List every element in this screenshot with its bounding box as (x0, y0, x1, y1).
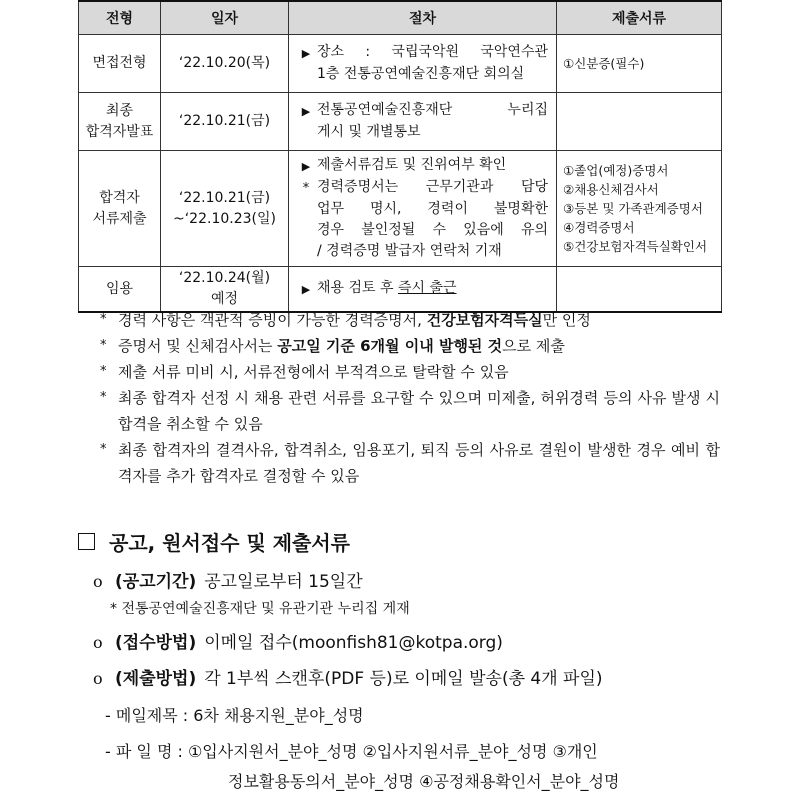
note-item (100, 437, 720, 489)
cell-type (79, 151, 161, 267)
asterisk-icon: * (100, 390, 107, 405)
procedure-text-part: 업무 명시, 경력이 불명확한 (317, 201, 548, 217)
cell-line: 합격자 (99, 189, 140, 206)
procedure-line (295, 199, 548, 220)
file-name-line-cont: 정보활용동의서_분야_성명 ④공정채용확인서_분야_성명 (228, 772, 620, 791)
procedure-text (317, 199, 548, 220)
cell-line: ⑤건강보험자격득실확인서 (563, 239, 708, 254)
mail-subject-line: - 메일제목 : 6차 채용지원_분야_성명 (105, 706, 364, 725)
square-box-icon (78, 533, 95, 550)
procedure-line (295, 64, 548, 85)
emphasis-text: 공고일 기준 6개월 이내 발행된 것 (277, 337, 503, 355)
procedure-line (295, 278, 548, 300)
cell-type (79, 267, 161, 313)
cell-documents (557, 93, 722, 151)
note-text-part: 증명서 및 신체검사서는 (118, 337, 278, 355)
note-item (100, 333, 720, 359)
marker (295, 199, 317, 220)
cell-procedure (289, 151, 557, 267)
note-text (118, 333, 720, 359)
triangle-right-icon: ▶ (301, 283, 311, 296)
procedure-text-part: 채용 검토 후 (317, 280, 398, 296)
sub-note: * 전통공연예술진흥재단 및 유관기관 누리집 게재 (110, 601, 410, 617)
procedure-line (295, 155, 548, 177)
cell-line: ①졸업(예정)증명서 (563, 163, 669, 178)
procedure-text-part: 제출서류검토 및 진위여부 확인 (317, 157, 507, 173)
cell-line: ‘22.10.21(금) (178, 113, 271, 129)
item-announcement-period (93, 567, 363, 592)
cell-line: ‘22.10.24(월) (178, 270, 271, 286)
table-row (79, 35, 722, 93)
marker (295, 64, 317, 85)
note-item (100, 307, 720, 333)
procedure-line (295, 122, 548, 143)
asterisk-icon: * (100, 338, 107, 353)
procedure-text (317, 220, 548, 241)
cell-line: 최종 (105, 102, 134, 119)
cell-line: ③등본 및 가족관계증명서 (563, 201, 703, 216)
cell-line: 예정 (210, 291, 239, 307)
procedure-line (295, 42, 548, 64)
bullet-icon: o (93, 572, 103, 591)
cell-line: ②채용신체검사서 (563, 182, 659, 197)
procedure-line (295, 220, 548, 241)
procedure-text (317, 241, 548, 262)
cell-line: ‘22.10.21(금) (178, 189, 271, 206)
table-row (79, 267, 722, 313)
cell-line: 서류제출 (92, 210, 147, 227)
cell-line: ①신분증(필수) (563, 56, 645, 71)
item-text: 이메일 접수(moonfish81@kotpa.org) (204, 633, 503, 653)
procedure-line (295, 100, 548, 122)
asterisk-icon: * (100, 364, 107, 379)
cell-line: 임용 (105, 280, 134, 297)
notes-list (100, 307, 720, 489)
note-text (118, 437, 720, 489)
note-text (118, 307, 720, 333)
procedure-text-part: 경력증명서는 근무기관과 담당 (317, 179, 548, 195)
cell-procedure (289, 267, 557, 313)
cell-documents (557, 35, 722, 93)
cell-line: 면접전형 (92, 55, 147, 71)
item-label: (접수방법) (115, 633, 197, 653)
triangle-right-icon: ▶ (301, 105, 311, 118)
procedure-text (317, 100, 548, 122)
cell-date (161, 151, 289, 267)
item-text: 각 1부씩 스캔후(PDF 등)로 이메일 발송(총 4개 파일) (204, 669, 603, 689)
asterisk-icon: * (100, 442, 107, 457)
procedure-text-part: 1층 전통공연예술진흥재단 회의실 (317, 66, 525, 82)
marker (295, 241, 317, 262)
procedure-text-part: 경우 불인정될 수 있음에 유의 (317, 222, 548, 238)
note-text-part: 최종 합격자의 결격사유, 합격취소, 임용포기, 퇴직 등의 사유로 결원이 발생한 경우 예비 합격자를 추가 합격자로 결정할 수 있음 (118, 441, 720, 485)
asterisk-icon: * (100, 312, 107, 327)
note-text-part: 만 인정 (542, 311, 591, 329)
cell-date (161, 267, 289, 313)
note-text-part: 경력 사항은 객관적 증빙이 가능한 경력증명서, (118, 311, 427, 329)
note-text (118, 359, 720, 385)
item-text: 공고일로부터 15일간 (204, 572, 363, 592)
cell-procedure (289, 93, 557, 151)
emphasis-text: 건강보험자격득실 (426, 311, 543, 329)
procedure-line (295, 241, 548, 262)
section-title: 공고, 원서접수 및 제출서류 (78, 527, 350, 556)
marker (295, 220, 317, 241)
underlined-text: 즉시 출근 (397, 280, 457, 296)
cell-line: ④경력증명서 (563, 220, 635, 235)
procedure-text-part: 게시 및 개별통보 (317, 124, 421, 140)
procedure-text-part: 장소 : 국립국악원 국악연수관 (317, 44, 548, 60)
marker (295, 122, 317, 143)
header-date: 일자 (161, 1, 289, 35)
note-text-part: 최종 합격자 선정 시 채용 관련 서류를 요구할 수 있으며 미제출, 허위경력 등의 사유 발생 시 합격을 취소할 수 있음 (118, 389, 720, 433)
header-documents: 제출서류 (557, 1, 722, 35)
triangle-right-icon: ▶ (301, 47, 311, 60)
cell-date (161, 93, 289, 151)
marker: * (302, 181, 310, 196)
cell-date (161, 35, 289, 93)
table-row (79, 93, 722, 151)
item-label: (공고기간) (115, 572, 197, 592)
bullet-icon: o (93, 669, 103, 688)
procedure-text (317, 155, 548, 177)
cell-line: 합격자발표 (85, 123, 154, 140)
note-text-part: 으로 제출 (502, 337, 565, 355)
note-text-part: 제출 서류 미비 시, 서류전형에서 부적격으로 탈락할 수 있음 (118, 363, 509, 381)
cell-line: ~‘22.10.23(일) (173, 210, 276, 227)
file-name-line: - 파 일 명 : ①입사지원서_분야_성명 ②입사지원서류_분야_성명 ③개인 (105, 742, 598, 761)
header-procedure: 절차 (289, 1, 557, 35)
note-item (100, 385, 720, 437)
note-item (100, 359, 720, 385)
table-row (79, 151, 722, 267)
procedure-text (317, 64, 548, 85)
procedure-line (295, 177, 548, 199)
header-type: 전형 (79, 1, 161, 35)
cell-line: ‘22.10.20(목) (178, 55, 271, 71)
item-label: (제출방법) (115, 669, 197, 689)
triangle-right-icon: ▶ (301, 160, 311, 173)
item-application-method (93, 628, 503, 653)
cell-documents (557, 267, 722, 313)
bullet-icon: o (93, 633, 103, 652)
schedule-table (78, 0, 722, 313)
procedure-text-part: 전통공연예술진흥재단 누리집 (317, 102, 548, 118)
procedure-text-part: / 경력증명 발급자 연락처 기재 (317, 243, 502, 259)
note-text (118, 385, 720, 437)
item-submission-method (93, 664, 603, 689)
procedure-text (317, 42, 548, 64)
procedure-text (317, 177, 548, 199)
cell-procedure (289, 35, 557, 93)
cell-type (79, 93, 161, 151)
cell-documents (557, 151, 722, 267)
table-header-row (79, 1, 722, 35)
procedure-text (317, 122, 548, 143)
procedure-text (317, 278, 548, 300)
cell-type (79, 35, 161, 93)
